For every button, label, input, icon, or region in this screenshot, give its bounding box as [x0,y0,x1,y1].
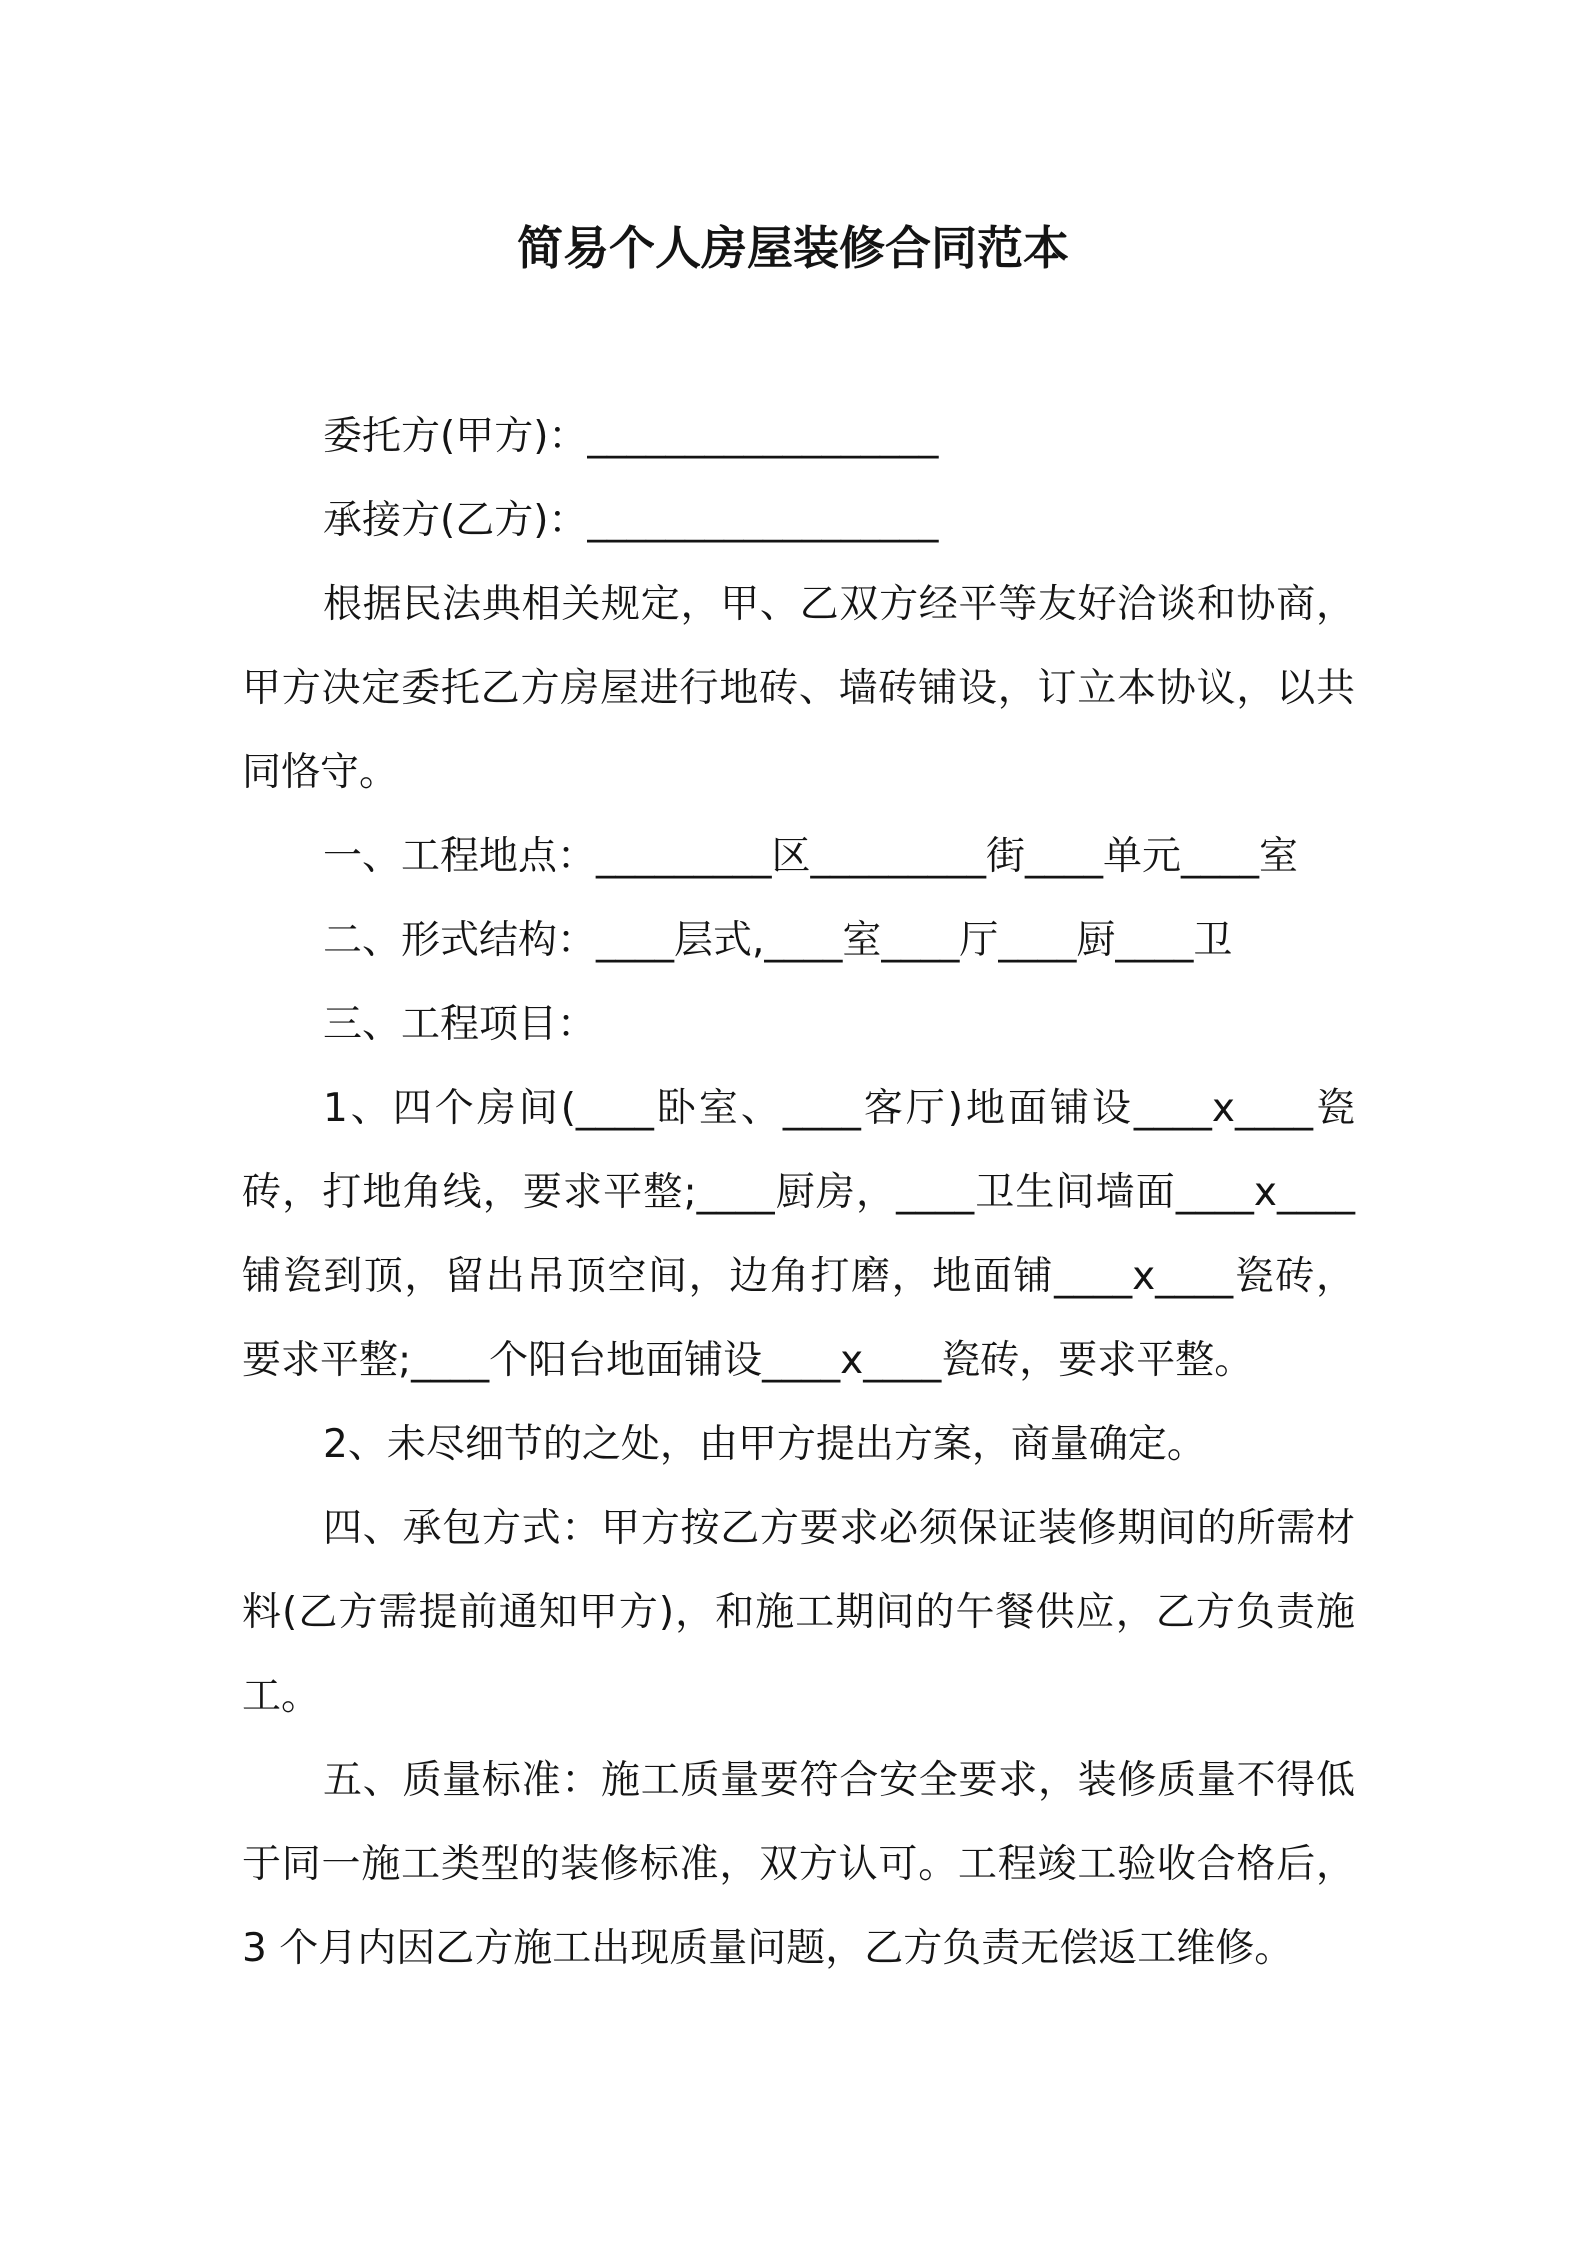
paragraph-line: 甲方决定委托乙方房屋进行地砖、墙砖铺设，订立本协议，以共 [242,666,1355,711]
clause-items-heading: 三、工程项目： [323,1002,597,1047]
paragraph-line: 五、质量标准：施工质量要符合安全要求，装修质量不得低 [323,1758,1355,1803]
paragraph-line: 砖，打地角线，要求平整;____厨房，____卫生间墙面____x____ [242,1170,1355,1215]
paragraph-line: 于同一施工类型的装修标准，双方认可。工程竣工验收合格后， [242,1842,1355,1887]
paragraph-line: 要求平整;____个阳台地面铺设____x____瓷砖，要求平整。 [242,1338,1254,1383]
paragraph-line: 1、四个房间(____卧室、____客厅)地面铺设____x____瓷 [323,1086,1355,1131]
paragraph-line: 根据民法典相关规定，甲、乙双方经平等友好洽谈和协商， [323,582,1355,627]
paragraph-line: 3 个月内因乙方施工出现质量问题，乙方负责无偿返工维修。 [242,1926,1294,1971]
paragraph-line: 料(乙方需提前通知甲方)，和施工期间的午餐供应，乙方负责施 [242,1590,1355,1635]
document-body [242,395,1355,1991]
paragraph-line: 同恪守。 [242,750,399,795]
contractor-party-line: 承接方(乙方)：__________________ [323,498,939,543]
clause-quality-paragraph [242,1739,1355,1991]
paragraph-line: 铺瓷到顶，留出吊顶空间，边角打磨，地面铺____x____瓷砖， [242,1254,1355,1299]
clause-location: 一、工程地点：_________区_________街____单元____室 [323,834,1299,879]
clause-contracting-paragraph [242,1487,1355,1739]
client-party-line: 委托方(甲方)：__________________ [323,414,939,459]
document-title: 简易个人房屋装修合同范本 [517,221,1069,275]
preamble-paragraph [242,563,1355,815]
paragraph-line: 四、承包方式：甲方按乙方要求必须保证装修期间的所需材 [323,1506,1355,1551]
paragraph-line: 工。 [242,1674,321,1719]
clause-structure: 二、形式结构：____层式,____室____厅____厨____卫 [323,918,1233,963]
clause-item-2: 2、未尽细节的之处，由甲方提出方案，商量确定。 [323,1422,1206,1467]
clause-item-1-paragraph [242,1067,1355,1403]
